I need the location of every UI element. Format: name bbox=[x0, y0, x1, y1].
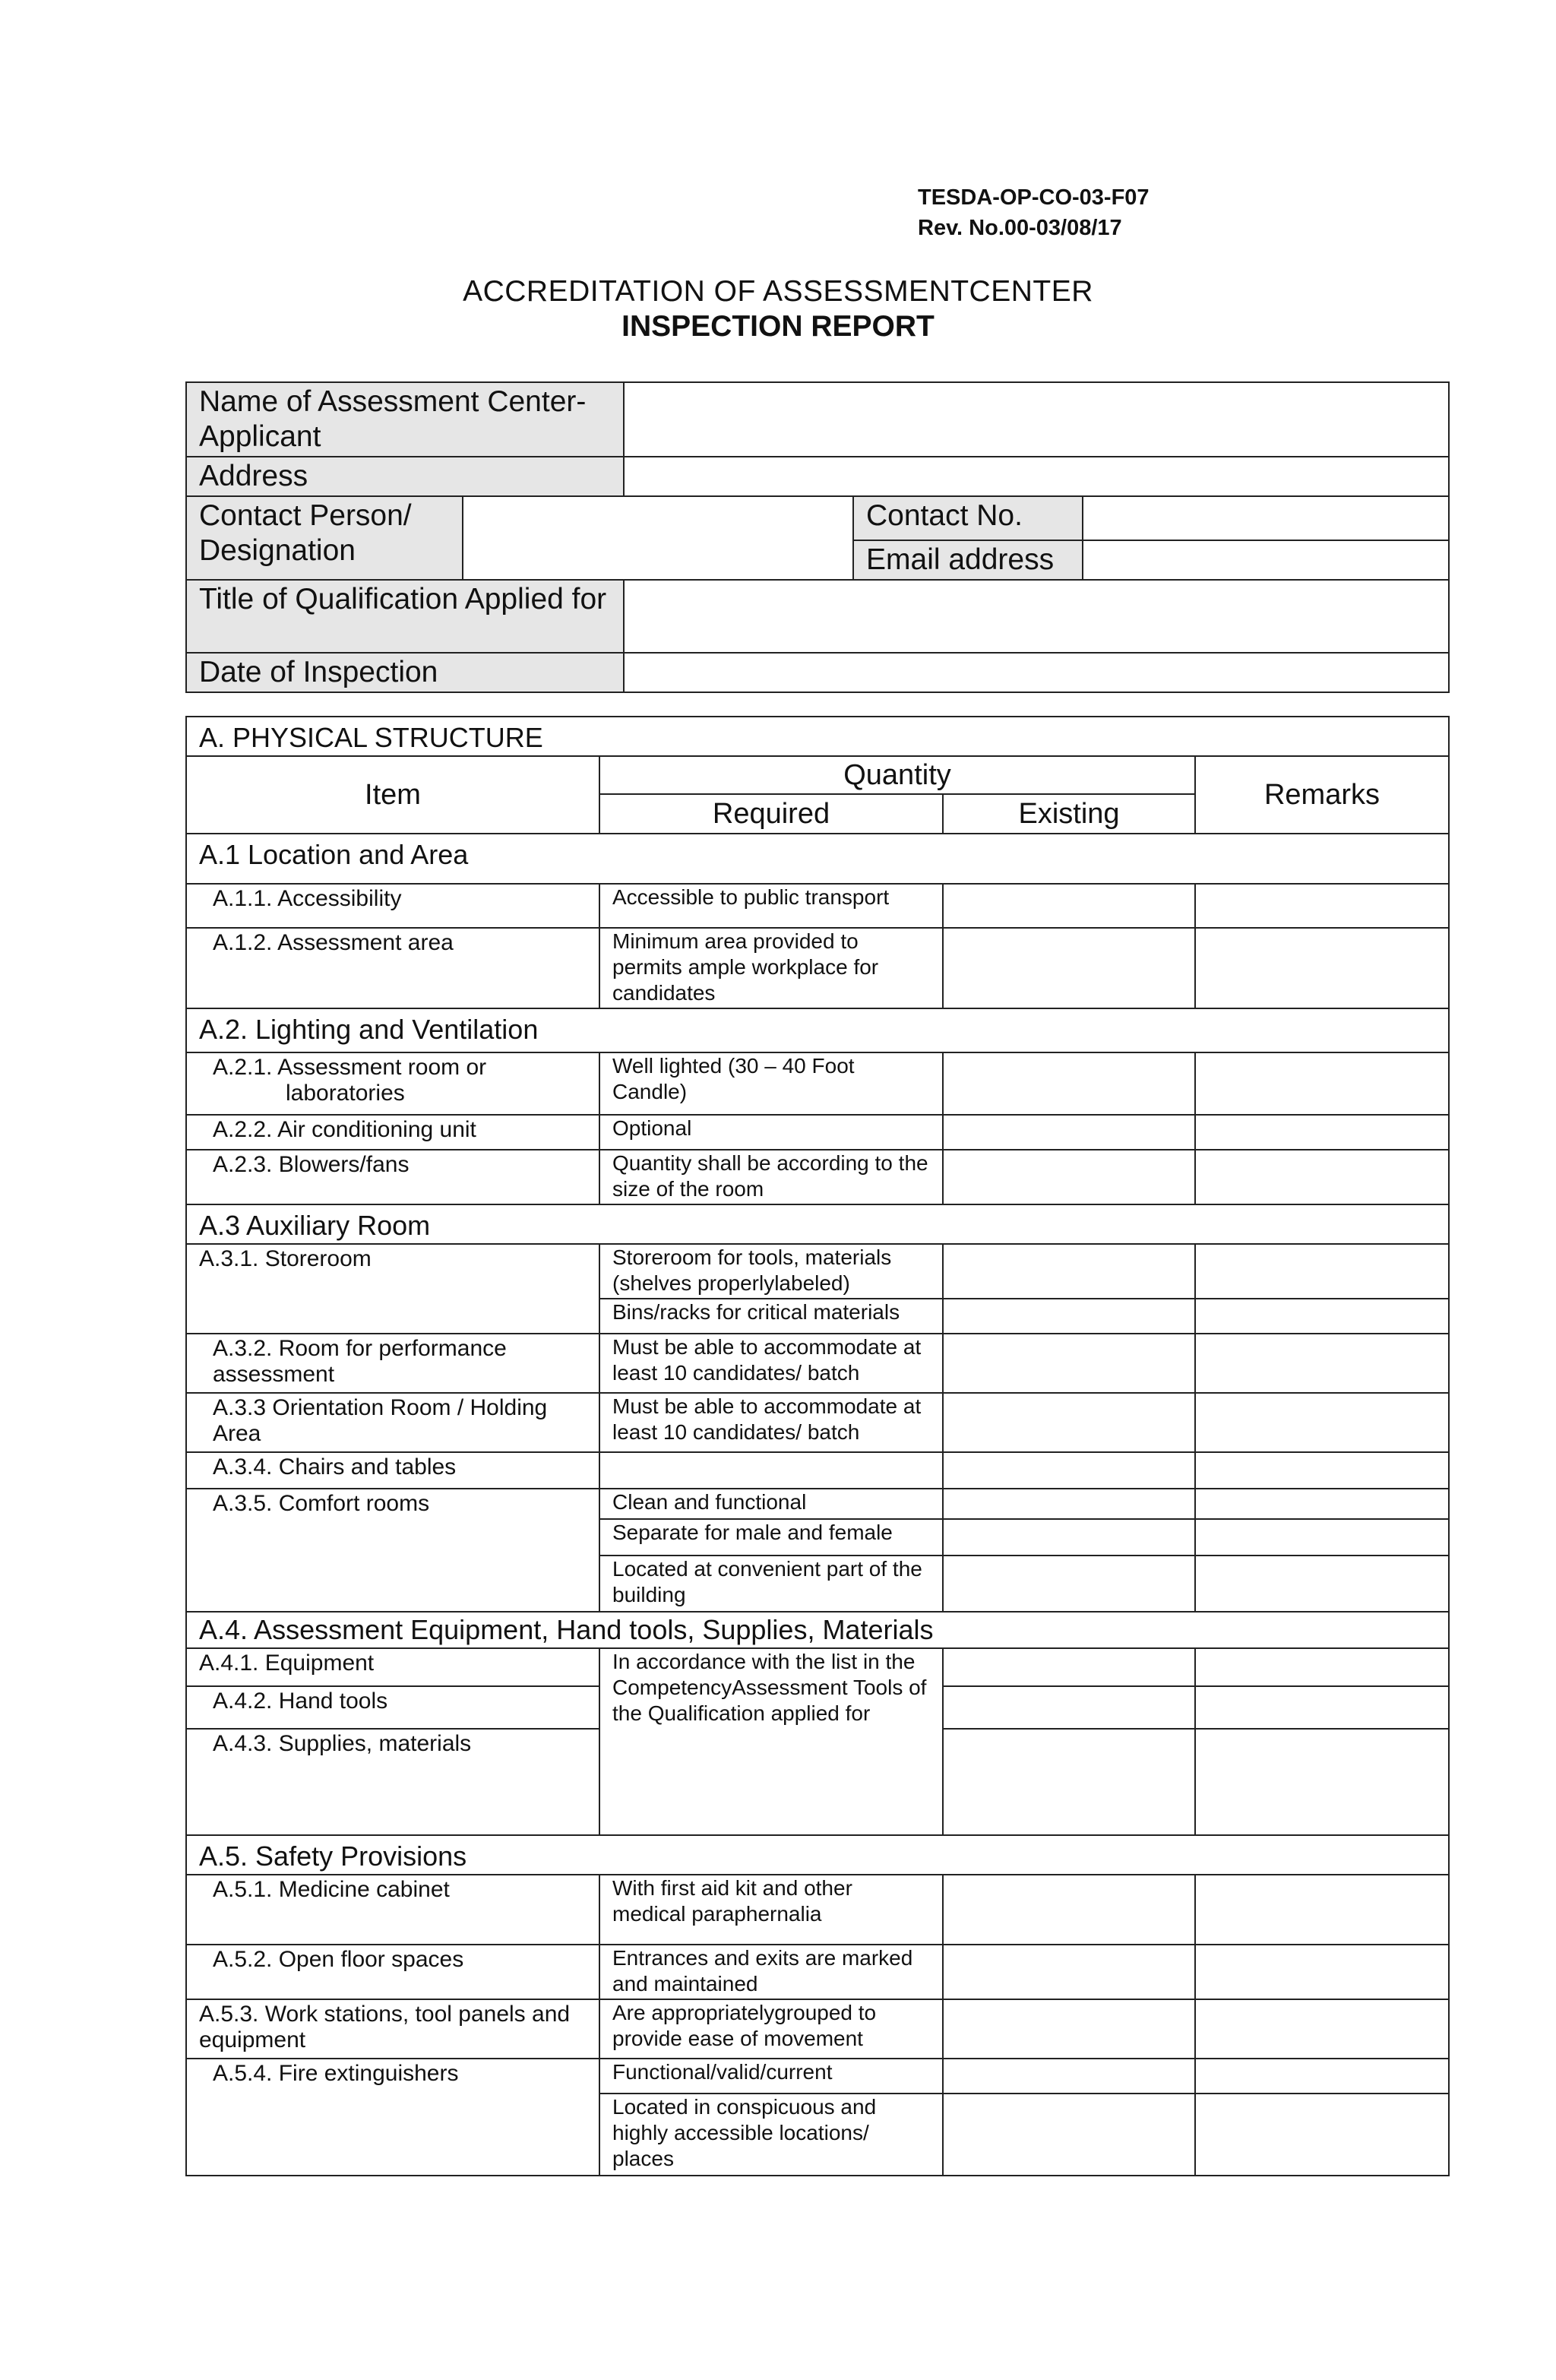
col-remarks-header: Remarks bbox=[1195, 756, 1449, 834]
item-a4-1: A.4.1. Equipment bbox=[186, 1648, 599, 1686]
remarks-a4-3[interactable] bbox=[1195, 1729, 1449, 1835]
section-a5: A.5. Safety Provisions bbox=[186, 1835, 1449, 1875]
name-label: Name of Assessment Center-Applicant bbox=[186, 382, 624, 457]
req-a1-1: Accessible to public transport bbox=[599, 884, 943, 928]
remarks-a4-1[interactable] bbox=[1195, 1648, 1449, 1686]
date-label: Date of Inspection bbox=[186, 653, 624, 692]
existing-a5-2[interactable] bbox=[943, 1945, 1195, 1999]
remarks-a4-2[interactable] bbox=[1195, 1686, 1449, 1729]
remarks-a3-3[interactable] bbox=[1195, 1393, 1449, 1452]
req-a3-2: Must be able to accommodate at least 10 candidates/ batch bbox=[599, 1334, 943, 1393]
address-label: Address bbox=[186, 457, 624, 496]
address-field[interactable] bbox=[624, 457, 1449, 496]
contact-no-field[interactable] bbox=[1083, 496, 1449, 540]
existing-a4-1[interactable] bbox=[943, 1648, 1195, 1686]
item-a2-1-line2: laboratories bbox=[286, 1081, 405, 1106]
col-quantity-header: Quantity bbox=[599, 756, 1195, 794]
remarks-a5-4-2[interactable] bbox=[1195, 2094, 1449, 2176]
contact-person-field[interactable] bbox=[463, 496, 853, 580]
req-a2-1: Well lighted (30 – 40 Foot Candle) bbox=[599, 1052, 943, 1115]
req-a5-2: Entrances and exits are marked and maintained bbox=[599, 1945, 943, 1999]
existing-a2-3[interactable] bbox=[943, 1150, 1195, 1204]
revision-number: Rev. No.00-03/08/17 bbox=[918, 216, 1122, 240]
item-a2-1 bbox=[186, 1052, 599, 1115]
remarks-a2-1[interactable] bbox=[1195, 1052, 1449, 1115]
remarks-a5-2[interactable] bbox=[1195, 1945, 1449, 1999]
item-a3-1: A.3.1. Storeroom bbox=[186, 1244, 599, 1334]
date-field[interactable] bbox=[624, 653, 1449, 692]
item-a5-3: A.5.3. Work stations, tool panels and equipment bbox=[186, 1999, 599, 2059]
existing-a3-5-2[interactable] bbox=[943, 1519, 1195, 1556]
email-field[interactable] bbox=[1083, 540, 1449, 580]
item-a3-3: A.3.3 Orientation Room / Holding Area bbox=[186, 1393, 599, 1452]
existing-a3-4[interactable] bbox=[943, 1452, 1195, 1489]
existing-a3-1-2[interactable] bbox=[943, 1299, 1195, 1334]
section-title: A. PHYSICAL STRUCTURE bbox=[186, 717, 1449, 756]
physical-structure-table bbox=[185, 716, 1450, 2176]
item-a5-2: A.5.2. Open floor spaces bbox=[186, 1945, 599, 1999]
name-field[interactable] bbox=[624, 382, 1449, 457]
remarks-a3-5-3[interactable] bbox=[1195, 1556, 1449, 1612]
form-number: TESDA-OP-CO-03-F07 bbox=[918, 185, 1150, 210]
req-a3-4 bbox=[599, 1452, 943, 1489]
document-subtitle: INSPECTION REPORT bbox=[621, 310, 935, 343]
remarks-a5-1[interactable] bbox=[1195, 1875, 1449, 1945]
section-a4: A.4. Assessment Equipment, Hand tools, Supplies, Materials bbox=[186, 1612, 1449, 1648]
item-a4-3: A.4.3. Supplies, materials bbox=[186, 1729, 599, 1835]
req-a3-1-2: Bins/racks for critical materials bbox=[599, 1299, 943, 1334]
req-a4: In accordance with the list in the CompetencyAssessment Tools of the Qualification applied for bbox=[599, 1648, 943, 1835]
col-existing-header: Existing bbox=[943, 794, 1195, 834]
item-a5-4: A.5.4. Fire extinguishers bbox=[186, 2059, 599, 2176]
existing-a3-3[interactable] bbox=[943, 1393, 1195, 1452]
remarks-a2-2[interactable] bbox=[1195, 1115, 1449, 1150]
remarks-a3-5-1[interactable] bbox=[1195, 1489, 1449, 1519]
applicant-info-table bbox=[185, 381, 1450, 693]
req-a2-2: Optional bbox=[599, 1115, 943, 1150]
section-a2: A.2. Lighting and Ventilation bbox=[186, 1008, 1449, 1052]
existing-a3-5-3[interactable] bbox=[943, 1556, 1195, 1612]
item-a3-2: A.3.2. Room for performance assessment bbox=[186, 1334, 599, 1393]
existing-a5-3[interactable] bbox=[943, 1999, 1195, 2059]
document-code bbox=[918, 182, 1150, 243]
col-item-header: Item bbox=[186, 756, 599, 834]
remarks-a3-5-2[interactable] bbox=[1195, 1519, 1449, 1556]
existing-a3-5-1[interactable] bbox=[943, 1489, 1195, 1519]
section-a3: A.3 Auxiliary Room bbox=[186, 1204, 1449, 1244]
existing-a3-2[interactable] bbox=[943, 1334, 1195, 1393]
existing-a5-4-1[interactable] bbox=[943, 2059, 1195, 2094]
existing-a5-1[interactable] bbox=[943, 1875, 1195, 1945]
remarks-a3-4[interactable] bbox=[1195, 1452, 1449, 1489]
remarks-a2-3[interactable] bbox=[1195, 1150, 1449, 1204]
item-a2-3: A.2.3. Blowers/fans bbox=[186, 1150, 599, 1204]
remarks-a3-1-1[interactable] bbox=[1195, 1244, 1449, 1299]
existing-a4-3[interactable] bbox=[943, 1729, 1195, 1835]
remarks-a1-2[interactable] bbox=[1195, 928, 1449, 1008]
req-a3-5-2: Separate for male and female bbox=[599, 1519, 943, 1556]
existing-a3-1-1[interactable] bbox=[943, 1244, 1195, 1299]
qualification-field[interactable] bbox=[624, 580, 1449, 653]
existing-a1-2[interactable] bbox=[943, 928, 1195, 1008]
item-a3-5: A.3.5. Comfort rooms bbox=[186, 1489, 599, 1612]
remarks-a3-1-2[interactable] bbox=[1195, 1299, 1449, 1334]
contact-person-label: Contact Person/ Designation bbox=[186, 496, 463, 580]
remarks-a5-3[interactable] bbox=[1195, 1999, 1449, 2059]
req-a3-5-1: Clean and functional bbox=[599, 1489, 943, 1519]
req-a1-2: Minimum area provided to permits ample workplace for candidates bbox=[599, 928, 943, 1008]
item-a3-4: A.3.4. Chairs and tables bbox=[186, 1452, 599, 1489]
document-title: ACCREDITATION OF ASSESSMENTCENTER bbox=[463, 275, 1093, 308]
req-a2-3: Quantity shall be according to the size of the room bbox=[599, 1150, 943, 1204]
req-a3-3: Must be able to accommodate at least 10 candidates/ batch bbox=[599, 1393, 943, 1452]
req-a3-1-1: Storeroom for tools, materials (shelves properlylabeled) bbox=[599, 1244, 943, 1299]
req-a5-4-1: Functional/valid/current bbox=[599, 2059, 943, 2094]
item-a1-2: A.1.2. Assessment area bbox=[186, 928, 599, 1008]
existing-a5-4-2[interactable] bbox=[943, 2094, 1195, 2176]
existing-a2-2[interactable] bbox=[943, 1115, 1195, 1150]
existing-a2-1[interactable] bbox=[943, 1052, 1195, 1115]
email-label: Email address bbox=[853, 540, 1083, 580]
req-a3-5-3: Located at convenient part of the building bbox=[599, 1556, 943, 1612]
item-a2-2: A.2.2. Air conditioning unit bbox=[186, 1115, 599, 1150]
remarks-a1-1[interactable] bbox=[1195, 884, 1449, 928]
item-a5-1: A.5.1. Medicine cabinet bbox=[186, 1875, 599, 1945]
req-a5-4-2: Located in conspicuous and highly accessible locations/ places bbox=[599, 2094, 943, 2176]
req-a5-1: With first aid kit and other medical paraphernalia bbox=[599, 1875, 943, 1945]
existing-a1-1[interactable] bbox=[943, 884, 1195, 928]
section-a1: A.1 Location and Area bbox=[186, 834, 1449, 884]
item-a2-1-line1: A.2.1. Assessment room or bbox=[213, 1055, 487, 1080]
item-a4-2: A.4.2. Hand tools bbox=[186, 1686, 599, 1729]
remarks-a5-4-1[interactable] bbox=[1195, 2059, 1449, 2094]
contact-no-label: Contact No. bbox=[853, 496, 1083, 540]
item-a1-1: A.1.1. Accessibility bbox=[186, 884, 599, 928]
req-a5-3: Are appropriatelygrouped to provide ease of movement bbox=[599, 1999, 943, 2059]
remarks-a3-2[interactable] bbox=[1195, 1334, 1449, 1393]
existing-a4-2[interactable] bbox=[943, 1686, 1195, 1729]
qualification-label: Title of Qualification Applied for bbox=[186, 580, 624, 653]
col-required-header: Required bbox=[599, 794, 943, 834]
